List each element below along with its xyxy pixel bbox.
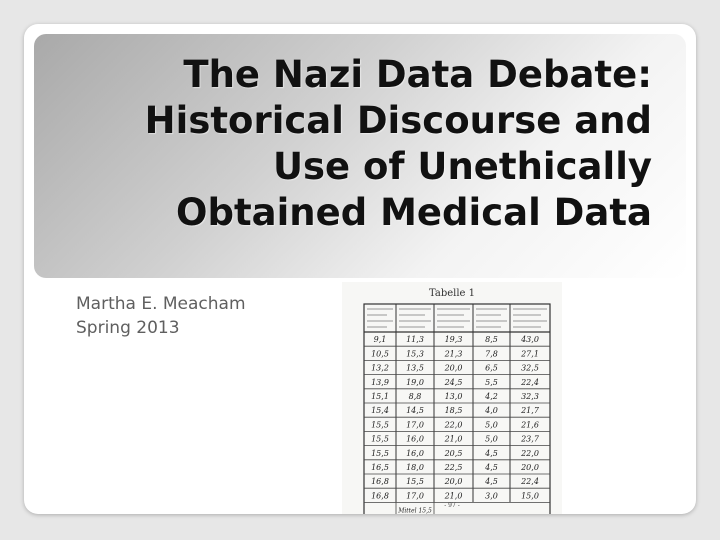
table-cell: 5,0 bbox=[485, 420, 498, 430]
table-cell: 9,1 bbox=[373, 335, 387, 345]
table-cell: 15,5 bbox=[406, 477, 424, 487]
title-line-4: Obtained Medical Data bbox=[176, 191, 652, 234]
presentation-date: Spring 2013 bbox=[76, 318, 180, 338]
table-cell: 22,5 bbox=[444, 463, 463, 472]
table-cell: 15,3 bbox=[406, 349, 424, 359]
table-cell: 32,5 bbox=[521, 363, 539, 373]
table-cell: 21,3 bbox=[444, 349, 463, 359]
table-cell: 21,0 bbox=[444, 434, 463, 444]
table-cell: 15,1 bbox=[371, 392, 389, 401]
table-cell: 19,0 bbox=[406, 377, 424, 387]
table-cell: 16,0 bbox=[406, 448, 424, 458]
table-cell: 14,5 bbox=[406, 406, 424, 416]
table-cell: 5,0 bbox=[485, 434, 498, 444]
table-cell: 8,5 bbox=[485, 335, 498, 345]
table-cell: 7,8 bbox=[485, 349, 498, 359]
table-cell: 8,8 bbox=[408, 392, 422, 401]
slide bbox=[24, 24, 696, 514]
table-cell: 4,2 bbox=[485, 392, 498, 401]
table-cell: 16,8 bbox=[371, 491, 389, 501]
author-name: Martha E. Meacham bbox=[76, 294, 246, 314]
table-cell: 21,7 bbox=[521, 406, 539, 416]
table-cell: 16,5 bbox=[371, 463, 389, 472]
table-cell: 16,0 bbox=[406, 434, 424, 444]
table-cell: 15,4 bbox=[371, 406, 389, 416]
scanned-page-number: - 97 - bbox=[444, 502, 460, 509]
table-cell: 15,5 bbox=[371, 420, 389, 430]
table-cell: 43,0 bbox=[521, 335, 539, 345]
table-cell: 21,6 bbox=[521, 420, 539, 430]
table-cell: 15,0 bbox=[521, 491, 539, 501]
table-cell: 20,5 bbox=[444, 448, 463, 458]
table-cell: 4,5 bbox=[485, 463, 498, 472]
title-panel bbox=[34, 34, 686, 278]
table-cell: 23,7 bbox=[521, 434, 539, 444]
scanned-table-grid bbox=[342, 282, 562, 514]
table-cell: 13,5 bbox=[406, 363, 424, 373]
table-cell: 11,3 bbox=[406, 335, 424, 345]
table-cell: 20,0 bbox=[521, 463, 539, 472]
table-cell: 24,5 bbox=[444, 377, 463, 387]
table-cell: 13,0 bbox=[444, 392, 463, 401]
title-line-3: Use of Unethically bbox=[272, 145, 652, 188]
table-footer-cell: Mittel 15,5 bbox=[398, 507, 432, 514]
table-cell: 21,0 bbox=[444, 491, 463, 501]
table-cell: 13,9 bbox=[371, 377, 389, 387]
table-cell: 32,3 bbox=[521, 392, 539, 401]
table-cell: 18,5 bbox=[444, 406, 463, 416]
table-cell: 4,5 bbox=[485, 448, 498, 458]
table-cell: 16,8 bbox=[371, 477, 389, 487]
table-cell: 10,5 bbox=[371, 349, 389, 359]
table-cell: 22,4 bbox=[521, 477, 539, 487]
title-line-1: The Nazi Data Debate: bbox=[183, 53, 652, 96]
scanned-table-heading: Tabelle 1 bbox=[428, 288, 476, 299]
table-cell: 27,1 bbox=[521, 349, 539, 359]
table-cell: 4,0 bbox=[485, 406, 498, 416]
slide-subtitle bbox=[76, 292, 246, 340]
table-cell: 6,5 bbox=[485, 363, 498, 373]
table-cell: 22,0 bbox=[444, 420, 463, 430]
table-cell: 19,3 bbox=[444, 335, 463, 345]
table-cell: 18,0 bbox=[406, 463, 424, 472]
title-line-2: Historical Discourse and bbox=[144, 99, 652, 142]
table-cell: 3,0 bbox=[485, 491, 498, 501]
table-cell: 5,5 bbox=[485, 377, 498, 387]
table-cell: 22,0 bbox=[521, 448, 539, 458]
slide-title bbox=[92, 52, 652, 236]
table-cell: 4,5 bbox=[485, 477, 498, 487]
table-cell: 17,0 bbox=[406, 420, 424, 430]
table-cell: 15,5 bbox=[371, 434, 389, 444]
table-cell: 20,0 bbox=[444, 363, 463, 373]
scanned-table-image bbox=[342, 282, 562, 514]
table-cell: 22,4 bbox=[521, 377, 539, 387]
table-cell: 20,0 bbox=[444, 477, 463, 487]
table-cell: 17,0 bbox=[406, 491, 424, 501]
table-cell: 13,2 bbox=[371, 363, 389, 373]
table-cell: 15,5 bbox=[371, 448, 389, 458]
